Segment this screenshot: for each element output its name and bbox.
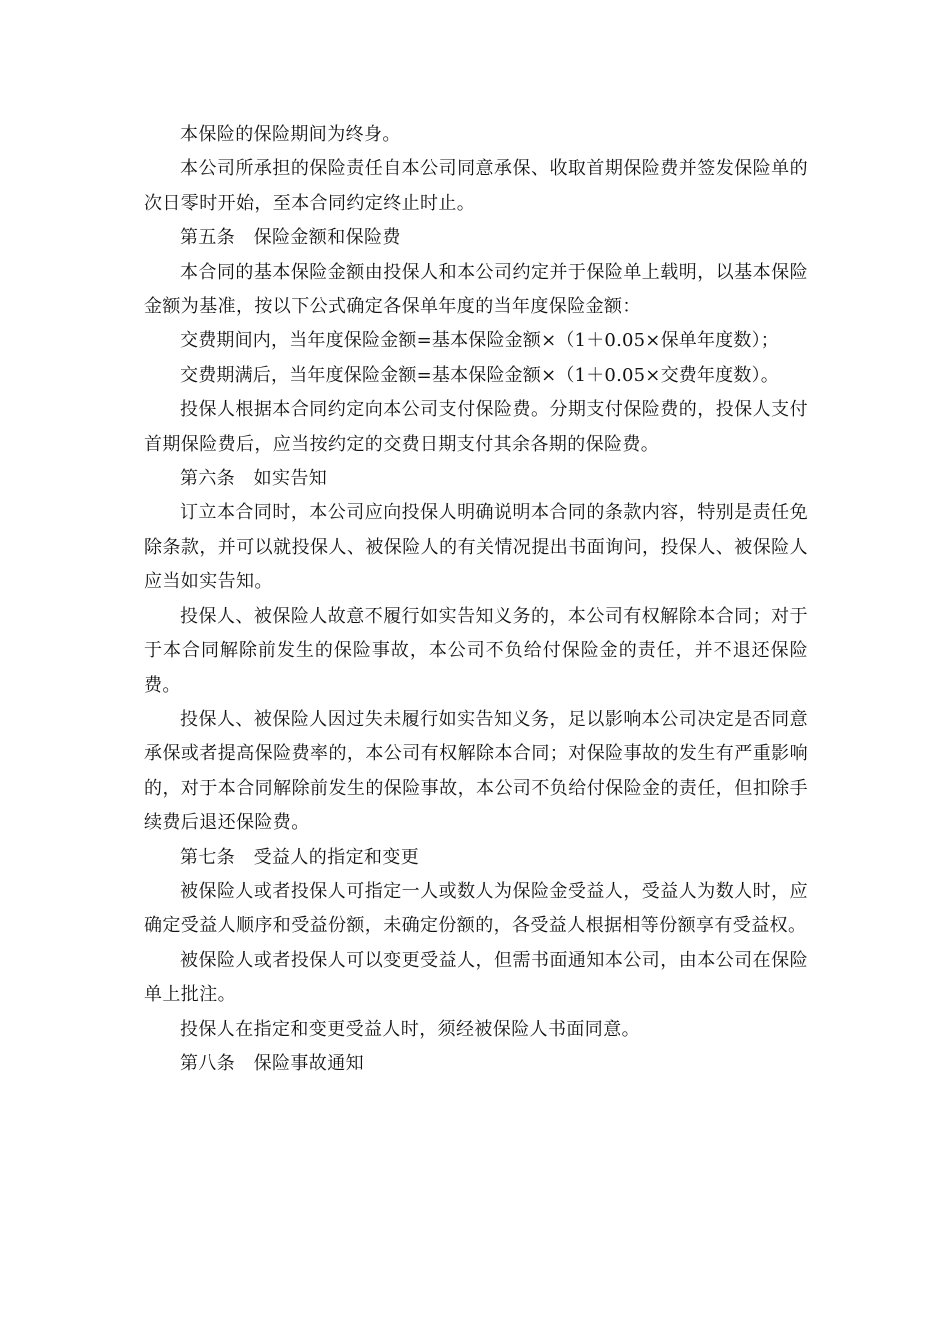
article-5-heading: 第五条 保险金额和保险费 [180,227,401,249]
paragraph-premium-payment: 投保人根据本合同约定向本公司支付保险费。分期支付保险费的，投保人支付首期保险费后，应当按约定的交费日期支付其余各期的保险费。 [144,399,808,455]
paragraph-insured-consent: 投保人在指定和变更受益人时，须经被保险人书面同意。 [180,1018,640,1040]
paragraph-insurance-period: 本保险的保险期间为终身。 [180,124,401,145]
document-body [144,118,808,1081]
formula-after-payment: 交费期满后，当年度保险金额=基本保险金额×（1＋0.05×交费年度数）。 [180,364,779,386]
article-6-heading: 第六条 如实告知 [180,468,328,490]
article-7-heading: 第七条 受益人的指定和变更 [180,846,420,868]
paragraph-liability-start: 本公司所承担的保险责任自本公司同意承保、收取首期保险费并签发保险单的次日零时开始，至本合同约定终止时止。 [144,158,808,214]
paragraph-negligent-nondisclosure: 投保人、被保险人因过失未履行如实告知义务，足以影响本公司决定是否同意承保或者提高保险费率的，本公司有权解除本合同；对保险事故的发生有严重影响的，对于本合同解除前发生的保险事故，本公司不负给付保险金的责任，但扣除手续费后退还保险费。 [144,708,808,834]
paragraph-beneficiary-change: 被保险人或者投保人可以变更受益人，但需书面通知本公司，由本公司在保险单上批注。 [144,949,808,1006]
article-8-heading: 第八条 保险事故通知 [180,1052,364,1074]
paragraph-disclosure-duty: 订立本合同时，本公司应向投保人明确说明本合同的条款内容，特别是责任免除条款，并可以就投保人、被保险人的有关情况提出书面询问，投保人、被保险人应当如实告知。 [144,502,808,593]
formula-during-payment: 交费期间内，当年度保险金额=基本保险金额×（1＋0.05×保单年度数）； [180,330,779,352]
paragraph-basic-sum-insured: 本合同的基本保险金额由投保人和本公司约定并于保险单上载明，以基本保险金额为基准，按以下公式确定各保单年度的当年度保险金额： [144,261,808,318]
paragraph-beneficiary-designation: 被保险人或者投保人可指定一人或数人为保险金受益人，受益人为数人时，应确定受益人顺序和受益份额，未确定份额的，各受益人根据相等份额享有受益权。 [144,880,808,937]
paragraph-intentional-nondisclosure: 投保人、被保险人故意不履行如实告知义务的，本公司有权解除本合同；对于于本合同解除前发生的保险事故，本公司不负给付保险金的责任，并不退还保险费。 [144,605,808,696]
